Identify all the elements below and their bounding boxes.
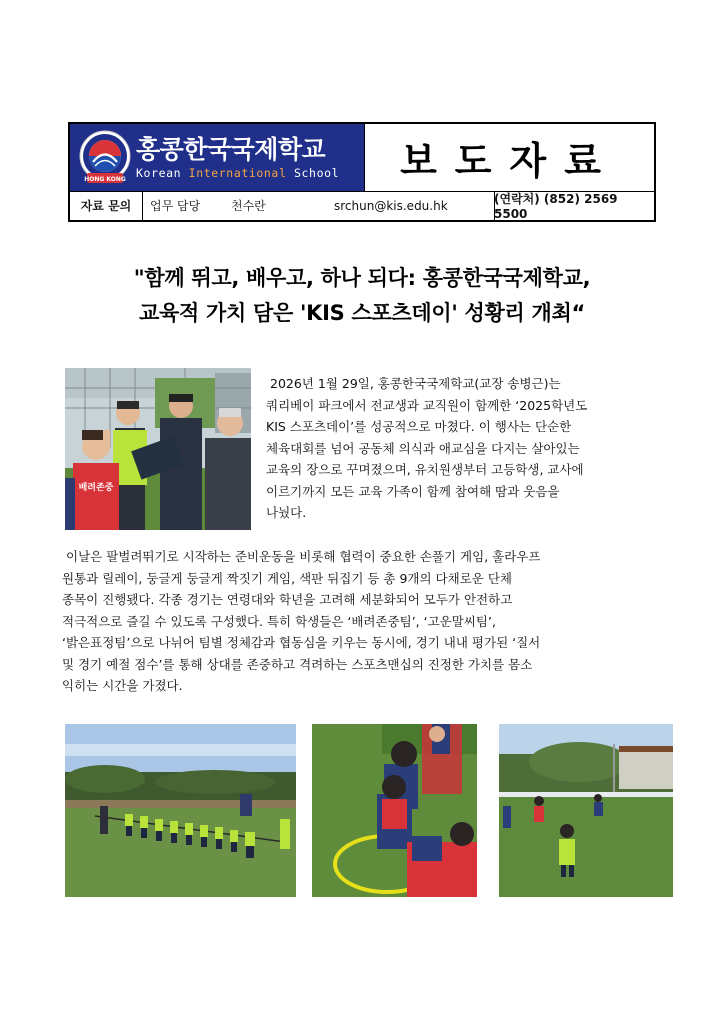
contact-role: 업무 담당 bbox=[150, 199, 201, 213]
school-name-english: Korean International School bbox=[136, 166, 340, 180]
school-seal-logo bbox=[78, 129, 132, 185]
paragraph-line: 원통과 릴레이, 둥글게 둥글게 짝짓기 게임, 색판 뒤집기 등 총 9개의 다채로운 단체 bbox=[62, 570, 512, 586]
svg-text:HONG KONG: HONG KONG bbox=[84, 176, 126, 183]
contact-email: srchun@kis.edu.hk bbox=[334, 198, 448, 213]
paragraph-line: 쿼리베이 파크에서 전교생과 교직원이 함께한 ‘2025학년도 bbox=[266, 397, 588, 413]
paragraph-line: 2026년 1월 29일, 홍콩한국국제학교(교장 송병근)는 bbox=[270, 376, 561, 391]
body-paragraph-1 bbox=[266, 373, 666, 524]
paragraph-line: 나눴다. bbox=[266, 505, 307, 520]
contact-phone: (연락처) (852) 2569 5500 bbox=[494, 192, 618, 221]
contact-label: 자료 문의 bbox=[80, 199, 132, 213]
award-ceremony-photo bbox=[65, 368, 251, 530]
jersey-team-text: 배려존중 bbox=[78, 483, 114, 493]
header-top-row bbox=[70, 124, 654, 192]
contact-row bbox=[70, 191, 654, 220]
paragraph-line: 이르기까지 모든 교육 가족이 함께 참여해 땀과 웃음을 bbox=[266, 483, 560, 499]
headline-line-1: "함께 뛰고, 배우고, 하나 되다: 홍콩한국국제학교, bbox=[133, 266, 591, 290]
paragraph-line: 이날은 팔벌려뛰기로 시작하는 준비운동을 비롯해 협력이 중요한 손풀기 게임, 훌라우프 bbox=[66, 549, 541, 564]
hula-hoop-game-photo bbox=[312, 724, 477, 897]
paragraph-line: 체육대회를 넘어 공동체 의식과 애교심을 다지는 살아있는 bbox=[266, 440, 580, 456]
paragraph-line: 및 경기 예절 점수’를 통해 상대를 존중하고 격려하는 스포츠맨십의 진정한 가치를 몸소 bbox=[62, 656, 533, 672]
tug-of-war-photo bbox=[65, 724, 296, 897]
paragraph-line: 교육의 장으로 꾸며졌으며, 유치원생부터 고등학생, 교사에 bbox=[266, 462, 584, 477]
school-name-korean: 홍콩한국국제학교 bbox=[136, 135, 326, 164]
paragraph-line: 적극적으로 즐길 수 있도록 구성했다. 특히 학생들은 ‘배려존중팀’, ‘고운말씨팀’, bbox=[62, 613, 496, 629]
school-brand-block bbox=[70, 124, 364, 191]
headline-line-2: 교육적 가치 담은 'KIS 스포츠데이' 성황리 개최“ bbox=[139, 301, 585, 325]
contact-name: 천수란 bbox=[231, 199, 266, 213]
paragraph-line: 익히는 시간을 가졌다. bbox=[62, 678, 183, 693]
body-paragraph-2 bbox=[62, 546, 672, 697]
paragraph-line: ‘밝은표정팀’으로 나뉘어 팀별 정체감과 협동심을 키우는 동시에, 경기 내내 평가된 ‘질서 bbox=[62, 635, 541, 650]
paragraph-line: KIS 스포츠데이’를 성공적으로 마쳤다. 이 행사는 단순한 bbox=[266, 419, 572, 434]
paragraph-line: 종목이 진행됐다. 각종 경기는 연령대와 학년을 고려해 세분화되어 모두가 안전하고 bbox=[62, 592, 513, 607]
relay-race-photo bbox=[499, 724, 673, 897]
doc-title: 보도자료 bbox=[400, 139, 619, 183]
doc-title-cell bbox=[365, 124, 654, 191]
press-release-header bbox=[68, 122, 656, 222]
